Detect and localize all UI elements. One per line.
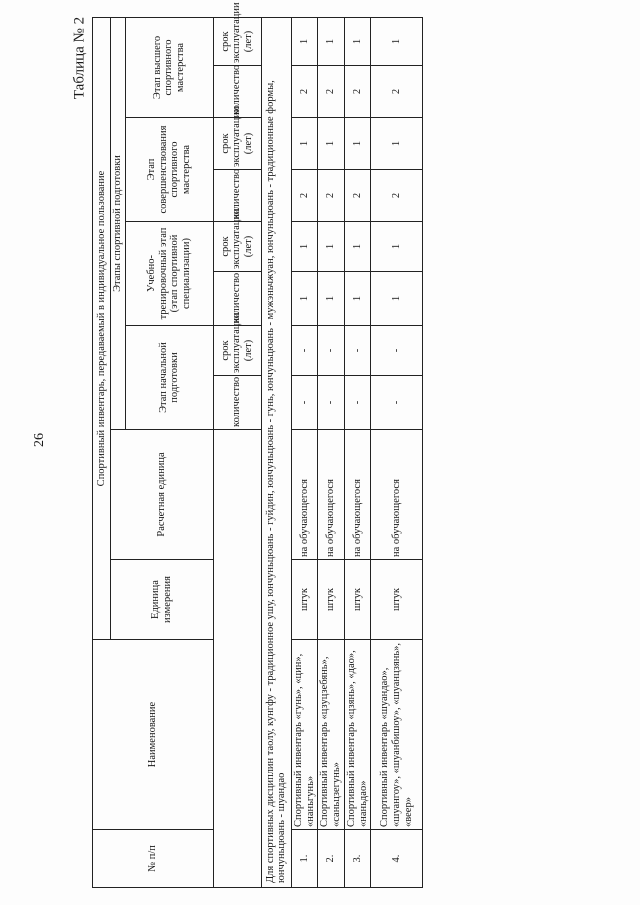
row-calc: на обучающегося [318,430,345,560]
sub-qty: количество [213,272,261,326]
header-name: Наименование [93,640,214,830]
row-unit: штук [344,560,371,640]
row-value: 1 [371,222,423,272]
row-num: 2. [318,830,345,888]
sub-term: срок эксплуатации (лет) [213,222,261,272]
sub-qty: количество [213,66,261,118]
row-value: - [318,376,345,430]
row-value: - [318,326,345,376]
sub-qty: количество [213,170,261,222]
row-value: 2 [318,66,345,118]
header-stage-3: Этап совершенствования спортивного мастерства [125,118,213,222]
table-title: Таблица № 2 [71,16,88,100]
header-stage-1: Этап начальной подготовки [125,326,213,430]
sub-term: срок эксплуатации (лет) [213,326,261,376]
row-value: 1 [344,118,371,170]
row-num: 4. [371,830,423,888]
section-title: Для спортивных дисциплин таолу, кунгфу - традиционное ушу, юнчуньцюань - гуйдин, юнчуньцюань - гунь, юнчуньцюань - мужэньчжуан, юнчуньцюань - традиционные формы, юнчуньцюань - шуандао [261,17,291,887]
row-num: 3. [344,830,371,888]
row-value: 1 [318,17,345,65]
row-value: 2 [291,66,318,118]
row-value: 1 [344,17,371,65]
header-stages-title: Этапы спортивной подготовки [111,17,126,429]
row-value: - [371,376,423,430]
row-value: 1 [318,272,345,326]
sub-term: срок эксплуатации (лет) [213,118,261,170]
row-unit: штук [291,560,318,640]
row-name: Спортивный инвентарь «цзянь», «дао», «наньдао» [344,640,371,830]
row-value: - [344,326,371,376]
row-value: - [371,326,423,376]
table-row [318,17,345,887]
header-blank [213,430,261,888]
row-calc: на обучающегося [344,430,371,560]
row-value: - [291,376,318,430]
row-value: - [344,376,371,430]
table-row [344,17,371,887]
row-value: 2 [371,66,423,118]
header-calc: Расчетная единица [111,430,214,560]
row-unit: штук [318,560,345,640]
sub-qty: количество [213,376,261,430]
header-unit: Единица измерения [111,560,214,640]
header-num: № п/п [93,830,214,888]
row-value: 2 [371,170,423,222]
row-num: 1. [291,830,318,888]
header-stage-2: Учебно-тренировочный этап (этап спортивной специализации) [125,222,213,326]
row-value: 1 [344,222,371,272]
row-value: 1 [291,272,318,326]
equipment-table [92,2,423,888]
table-row [371,17,423,887]
row-calc: на обучающегося [371,430,423,560]
row-value: 1 [291,17,318,65]
row-value: 2 [344,66,371,118]
header-group-title: Спортивный инвентарь, передаваемый в индивидуальное пользование [93,17,111,639]
row-value: 1 [371,272,423,326]
table-row [291,17,318,887]
row-value: 2 [318,170,345,222]
page-number: 26 [32,433,47,447]
row-value: 1 [318,222,345,272]
row-value: 2 [291,170,318,222]
row-value: 1 [318,118,345,170]
row-value: 2 [344,170,371,222]
row-value: 1 [291,118,318,170]
sub-term: срок эксплуатации (лет) [213,17,261,65]
row-value: 1 [344,272,371,326]
row-value: 1 [291,222,318,272]
row-name: Спортивный инвентарь «гунь», «цин», «наньгунь» [291,640,318,830]
row-value: - [291,326,318,376]
row-value: 1 [371,17,423,65]
row-name: Спортивный инвентарь «цзуцзебянь», «саньцзегунь» [318,640,345,830]
row-value: 1 [371,118,423,170]
row-unit: штук [371,560,423,640]
row-calc: на обучающегося [291,430,318,560]
equipment-table-container [92,2,414,888]
header-stage-4: Этап высшего спортивного мастерства [125,17,213,117]
row-name: Спортивный инвентарь «шуандао», «шуангоу», «шуанбишоу», «шуанцзянь», «веер» [371,640,423,830]
